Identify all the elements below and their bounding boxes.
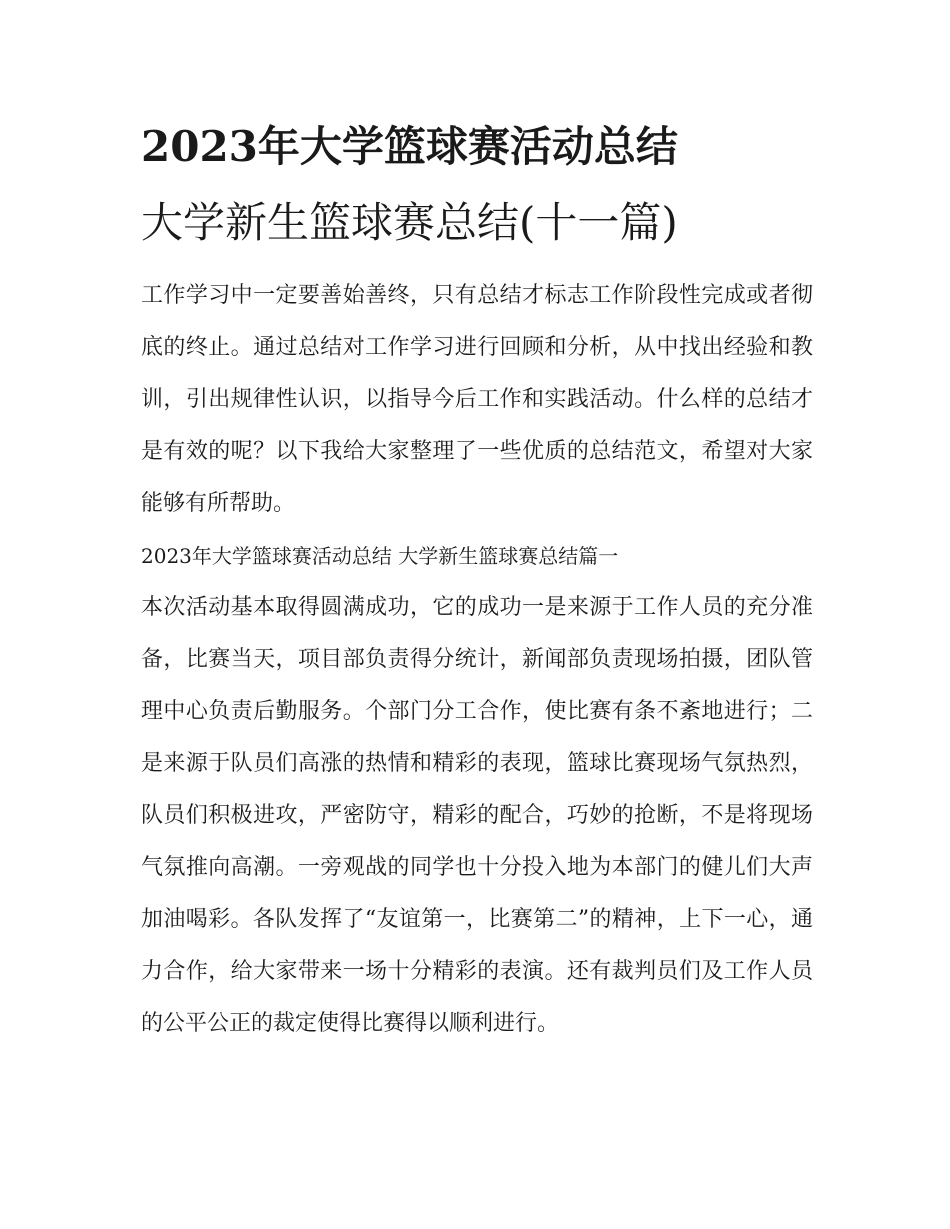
document-page (141, 118, 813, 1050)
section-heading: 2023年大学篮球赛活动总结 大学新生篮球赛总结篇一 (141, 544, 619, 568)
intro-paragraph: 工作学习中一定要善始善终，只有总结才标志工作阶段性完成或者彻底的终止。通过总结对工作学习进行回顾和分析，从中找出经验和教训，引出规律性认识，以指导今后工作和实践活动。什么样的总结才是有效的呢？以下我给大家整理了一些优质的总结范文，希望对大家能够有所帮助。 (141, 283, 813, 516)
body-paragraph: 本次活动基本取得圆满成功，它的成功一是来源于工作人员的充分准备，比赛当天，项目部负责得分统计，新闻部负责现场拍摄，团队管理中心负责后勤服务。个部门分工合作，使比赛有条不紊地进行；二是来源于队员们高涨的热情和精彩的表现，篮球比赛现场气氛热烈，队员们积极进攻，严密防守，精彩的配合，巧妙的抢断，不是将现场气氛推向高潮。一旁观战的同学也十分投入地为本部门的健儿们大声加油喝彩。各队发挥了“友谊第一，比赛第二”的精神，上下一心，通力合作，给大家带来一场十分精彩的表演。还有裁判员们及工作人员的公平公正的裁定使得比赛得以顺利进行。 (141, 595, 813, 1036)
document-title-line-2: 大学新生篮球赛总结(十一篇) (141, 198, 678, 247)
document-title-line-1: 2023年大学篮球赛活动总结 (141, 122, 678, 171)
